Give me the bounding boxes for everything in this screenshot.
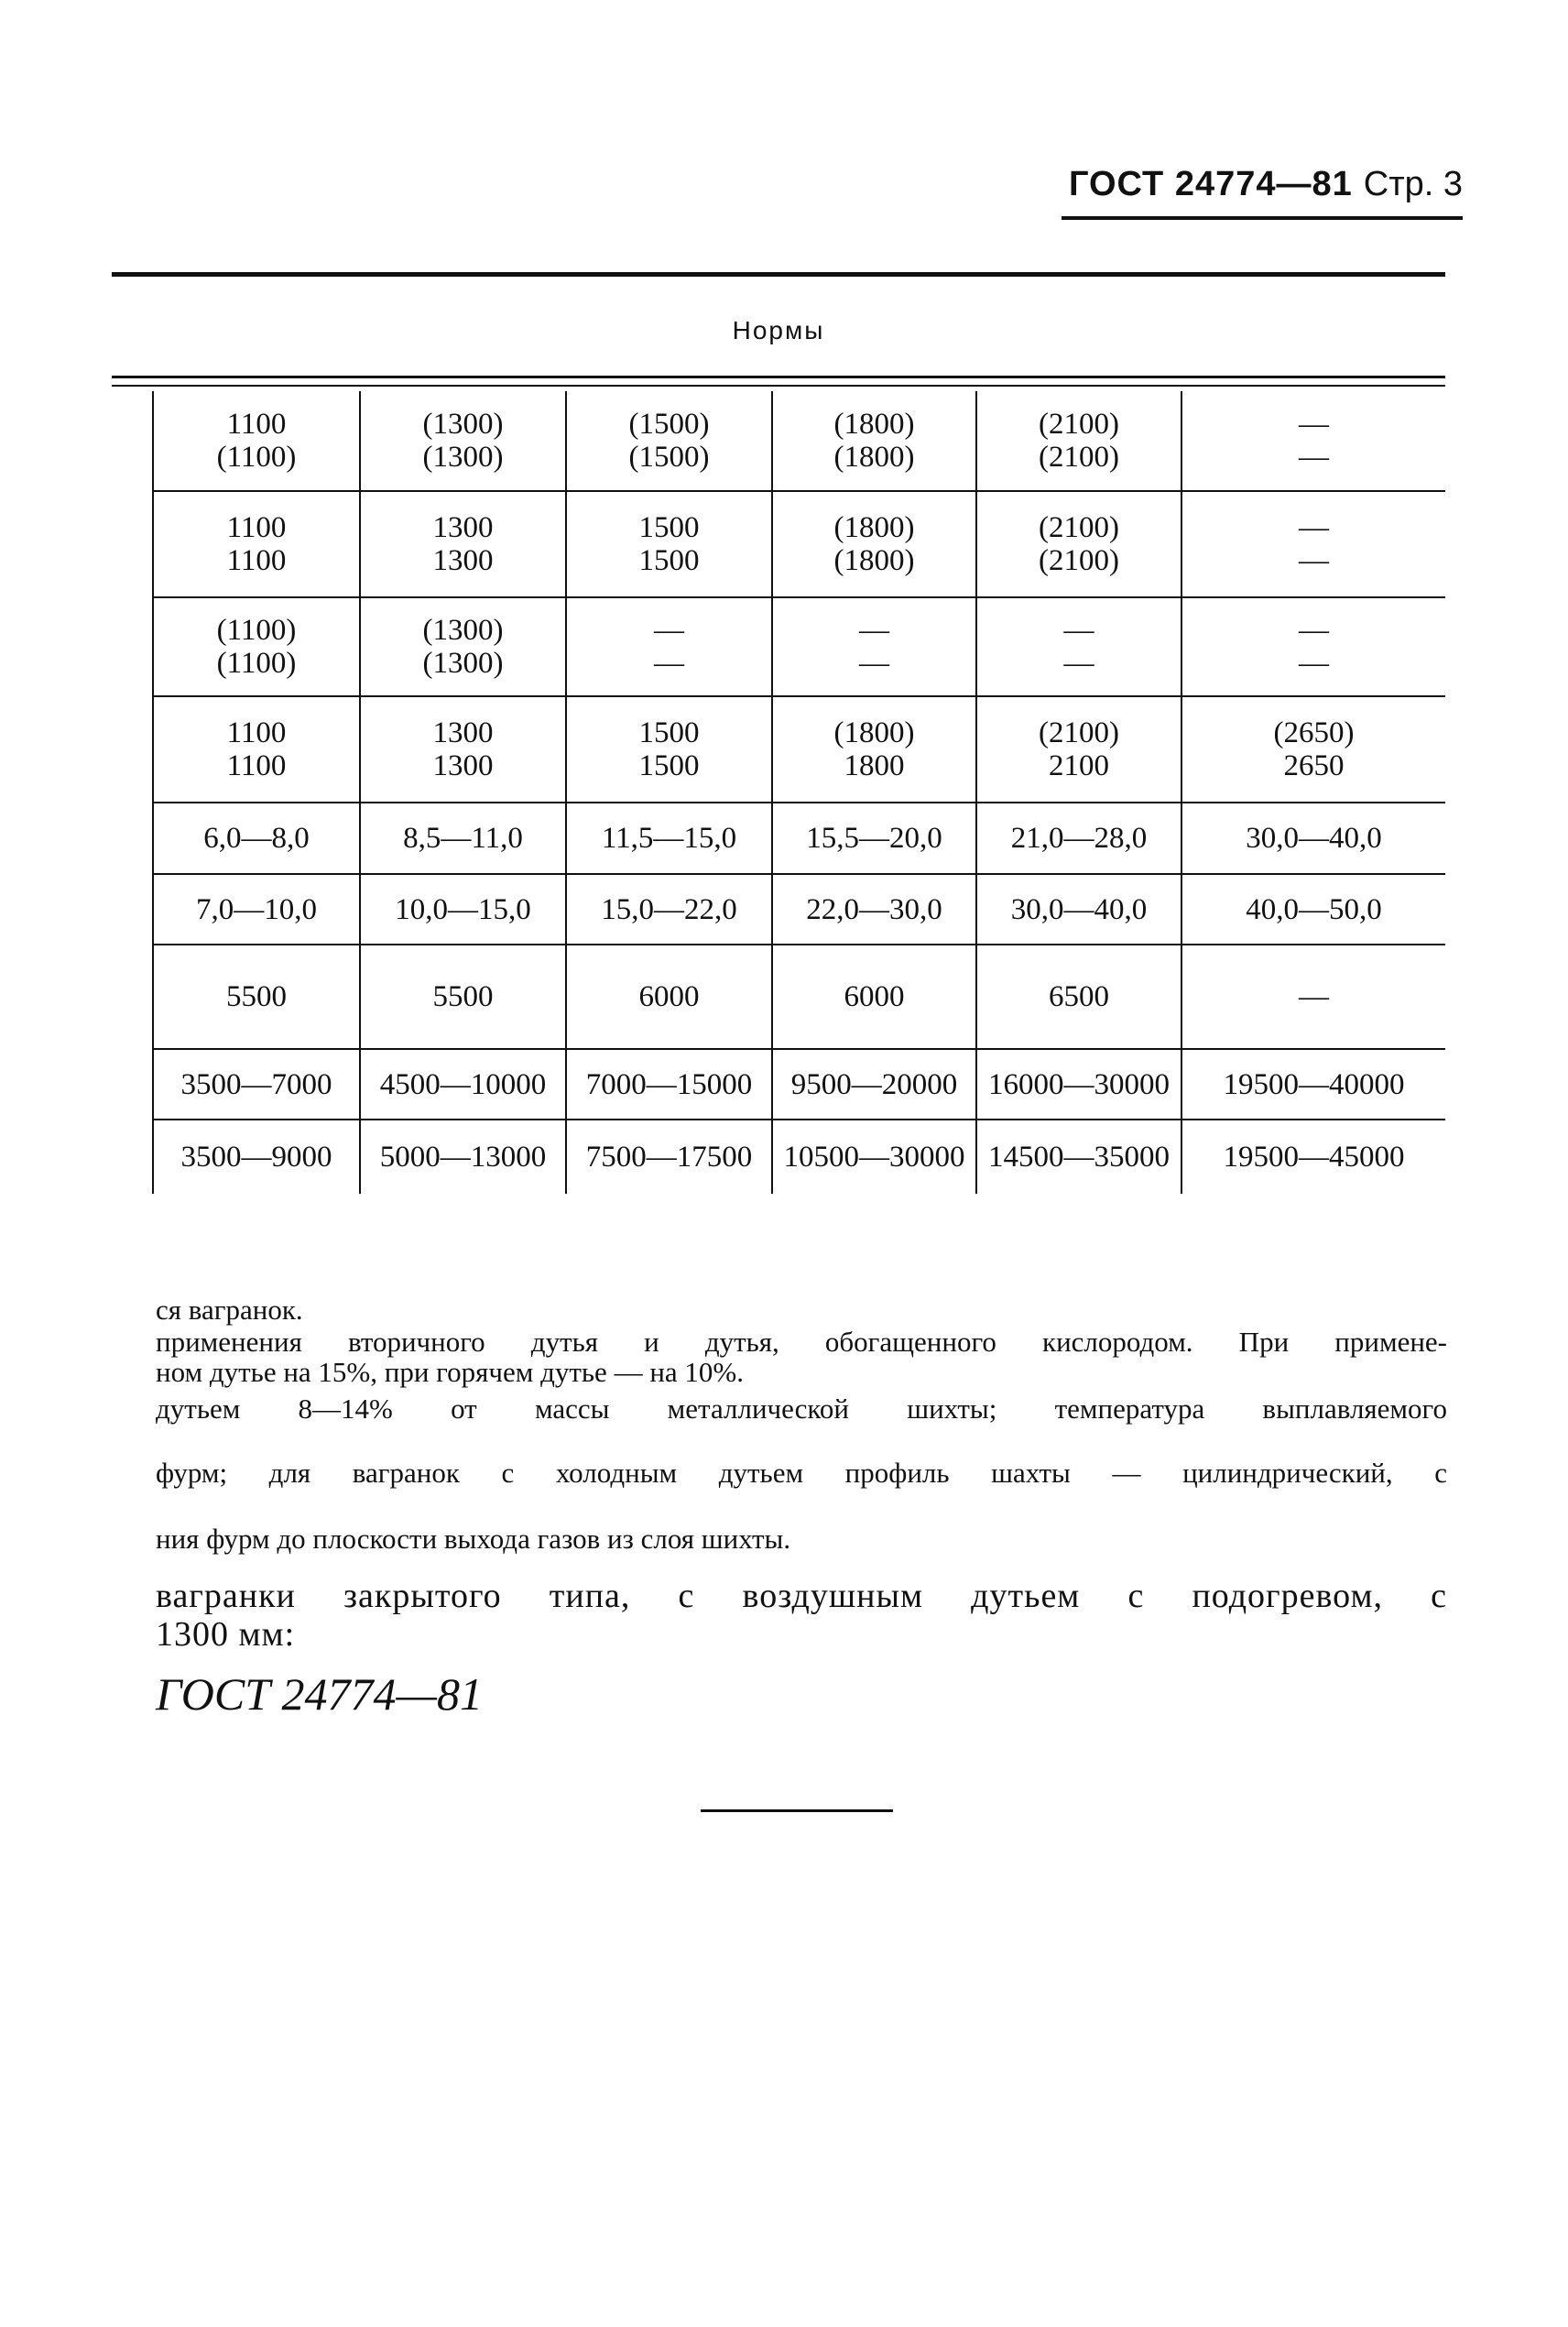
table-row [152, 492, 1445, 598]
table-row [152, 1050, 1445, 1120]
table-cell [359, 803, 565, 875]
cell-value: — [1299, 614, 1329, 647]
cell-value: (2100) [1039, 511, 1119, 544]
cell-value: 1100 [226, 544, 287, 577]
cell-value: — [1299, 441, 1329, 474]
table-cell [565, 598, 771, 697]
cell-value: 1100 [226, 749, 287, 782]
cell-value: 1500 [638, 511, 700, 544]
cell-value: (1500) [628, 408, 710, 441]
table-cell [565, 1050, 771, 1120]
note-line-2: применения вторичного дутья и дутья, обогащенного кислородом. При примене- [156, 1326, 1447, 1358]
cell-value: 30,0—40,0 [1010, 892, 1148, 926]
cell-value: (1800) [833, 441, 915, 474]
table-cell [359, 1120, 565, 1194]
note-line-5: фурм; для вагранок с холодным дутьем профиль шахты — цилиндрический, с [156, 1457, 1447, 1489]
cell-value: (1800) [833, 544, 915, 577]
cell-value: 6000 [844, 980, 905, 1013]
table-cell [771, 1050, 975, 1120]
table-cell [359, 598, 565, 697]
table-cell [565, 945, 771, 1050]
cell-value: (1800) [833, 408, 915, 441]
table-cell [771, 697, 975, 803]
table-cell [152, 1050, 359, 1120]
cell-value: 6000 [638, 980, 700, 1013]
table-cell [975, 803, 1181, 875]
cell-value: 1800 [844, 749, 905, 782]
standard-designation: ГОСТ 24774—81 [156, 1668, 484, 1720]
table-cell [1181, 1050, 1445, 1120]
table-cell [359, 697, 565, 803]
cell-value: — [1299, 511, 1329, 544]
cell-value: (1300) [422, 408, 504, 441]
cell-value: (2100) [1039, 544, 1119, 577]
cell-value: 7,0—10,0 [196, 892, 317, 926]
cell-value: (2100) [1039, 441, 1119, 474]
cell-value: 1300 [432, 544, 494, 577]
note-line-1: ся вагранок. [156, 1294, 303, 1326]
table-cell [975, 945, 1181, 1050]
cell-value: (1500) [628, 441, 710, 474]
table-cell [1181, 492, 1445, 598]
table-cell [771, 1120, 975, 1194]
table-cell [975, 697, 1181, 803]
cell-value: 3500—7000 [180, 1067, 332, 1101]
table-row [152, 697, 1445, 803]
header-rule [1062, 216, 1463, 220]
cell-value: 5500 [226, 980, 287, 1013]
cell-value: (1300) [422, 614, 504, 647]
heading-rule-second [112, 385, 1445, 387]
table-cell [152, 697, 359, 803]
table-cell [359, 391, 565, 492]
table-cell [771, 391, 975, 492]
cell-value: 19500—40000 [1223, 1067, 1405, 1101]
cell-value: (1800) [833, 511, 915, 544]
cell-value: (1100) [216, 441, 297, 474]
table-cell [152, 1120, 359, 1194]
table-cell [975, 598, 1181, 697]
table-cell [152, 803, 359, 875]
cell-value: 7000—15000 [585, 1067, 753, 1101]
table-cell [771, 803, 975, 875]
table-cell [975, 391, 1181, 492]
table-cell [359, 1050, 565, 1120]
cell-value: — [1063, 614, 1094, 647]
cell-value: 9500—20000 [790, 1067, 958, 1101]
cell-value: — [654, 647, 684, 680]
table-heading: Нормы [732, 316, 825, 344]
cell-value: 1100 [226, 511, 287, 544]
cell-value: 11,5—15,0 [601, 822, 737, 855]
table-cell [565, 391, 771, 492]
cell-value: 40,0—50,0 [1246, 892, 1382, 926]
cell-value: — [1299, 980, 1329, 1013]
heading-rule [112, 376, 1445, 378]
cell-value: 6500 [1049, 980, 1109, 1013]
table-cell [975, 875, 1181, 945]
cell-value: 1100 [226, 716, 287, 749]
table-cell [975, 1120, 1181, 1194]
table-cell [565, 875, 771, 945]
cell-value: 1500 [638, 716, 700, 749]
cell-value: 22,0—30,0 [806, 892, 942, 926]
table-cell [771, 945, 975, 1050]
cell-value: 1500 [638, 749, 700, 782]
cell-value: 2650 [1283, 749, 1345, 782]
table-cell [152, 875, 359, 945]
cell-value: 15,0—22,0 [601, 892, 737, 926]
note-line-8: 1300 мм: [156, 1615, 296, 1654]
cell-value: 1100 [226, 408, 287, 441]
table-cell [565, 492, 771, 598]
table-row [152, 598, 1445, 697]
cell-value: — [1299, 544, 1329, 577]
note-line-6: ния фурм до плоскости выхода газов из слоя шихты. [156, 1523, 791, 1555]
cell-value: 10,0—15,0 [395, 892, 531, 926]
cell-value: 3500—9000 [180, 1141, 332, 1174]
cell-value: 10500—30000 [783, 1141, 965, 1174]
cell-value: 21,0—28,0 [1010, 822, 1148, 855]
cell-value: 1300 [432, 716, 494, 749]
cell-value: (1100) [216, 647, 297, 680]
cell-value: 19500—45000 [1223, 1141, 1405, 1174]
cell-value: (1300) [422, 647, 504, 680]
cell-value: 7500—17500 [585, 1141, 753, 1174]
table-cell [152, 492, 359, 598]
cell-value: (2100) [1039, 716, 1119, 749]
table-cell [1181, 803, 1445, 875]
table-cell [1181, 1120, 1445, 1194]
table-cell [152, 598, 359, 697]
cell-value: 15,5—20,0 [806, 822, 942, 855]
table-top-rule [112, 272, 1445, 277]
cell-value: 5000—13000 [379, 1141, 547, 1174]
cell-value: — [1299, 647, 1329, 680]
table-cell [565, 1120, 771, 1194]
standard-code: ГОСТ 24774—81 [1068, 165, 1353, 203]
table-cell [771, 875, 975, 945]
cell-value: (1800) [833, 716, 915, 749]
table-cell [1181, 391, 1445, 492]
cell-value: — [859, 614, 889, 647]
norms-table [152, 391, 1445, 1194]
cell-value: (1300) [422, 441, 504, 474]
table-row [152, 391, 1445, 492]
cell-value: 8,5—11,0 [403, 822, 523, 855]
page-header [1041, 165, 1463, 204]
table-cell [152, 391, 359, 492]
table-cell [359, 492, 565, 598]
cell-value: 14500—35000 [988, 1141, 1170, 1174]
cell-value: — [1063, 647, 1094, 680]
cell-value: — [859, 647, 889, 680]
cell-value: (2650) [1273, 716, 1355, 749]
table-row [152, 1120, 1445, 1194]
cell-value: (1100) [216, 614, 297, 647]
cell-value: 30,0—40,0 [1246, 822, 1382, 855]
note-line-3: ном дутье на 15%, при горячем дутье — на 10%. [156, 1356, 744, 1388]
cell-value: 16000—30000 [988, 1067, 1170, 1101]
table-cell [1181, 598, 1445, 697]
table-cell [975, 492, 1181, 598]
table-cell [565, 697, 771, 803]
note-line-7: вагранки закрытого типа, с воздушным дутьем с подогревом, с [156, 1577, 1447, 1615]
cell-value: 1500 [638, 544, 700, 577]
table-row [152, 945, 1445, 1050]
cell-value: 1300 [432, 511, 494, 544]
cell-value: 1300 [432, 749, 494, 782]
table-cell [771, 598, 975, 697]
cell-value: (2100) [1039, 408, 1119, 441]
table-cell [1181, 697, 1445, 803]
cell-value: 6,0—8,0 [203, 822, 310, 855]
table-row [152, 803, 1445, 875]
note-line-4: дутьем 8—14% от массы металлической шихты; температура выплавляемого [156, 1393, 1447, 1425]
table-cell [1181, 875, 1445, 945]
page-number: Стр. 3 [1363, 165, 1463, 203]
table-cell [359, 875, 565, 945]
cell-value: 5500 [432, 980, 494, 1013]
table-cell [771, 492, 975, 598]
table-row [152, 875, 1445, 945]
table-cell [359, 945, 565, 1050]
table-cell [565, 803, 771, 875]
cell-value: 4500—10000 [379, 1067, 547, 1101]
cell-value: — [1299, 408, 1329, 441]
table-cell [1181, 945, 1445, 1050]
cell-value: — [654, 614, 684, 647]
table-cell [152, 945, 359, 1050]
table-cell [975, 1050, 1181, 1120]
end-rule [701, 1809, 893, 1812]
cell-value: 2100 [1049, 749, 1109, 782]
